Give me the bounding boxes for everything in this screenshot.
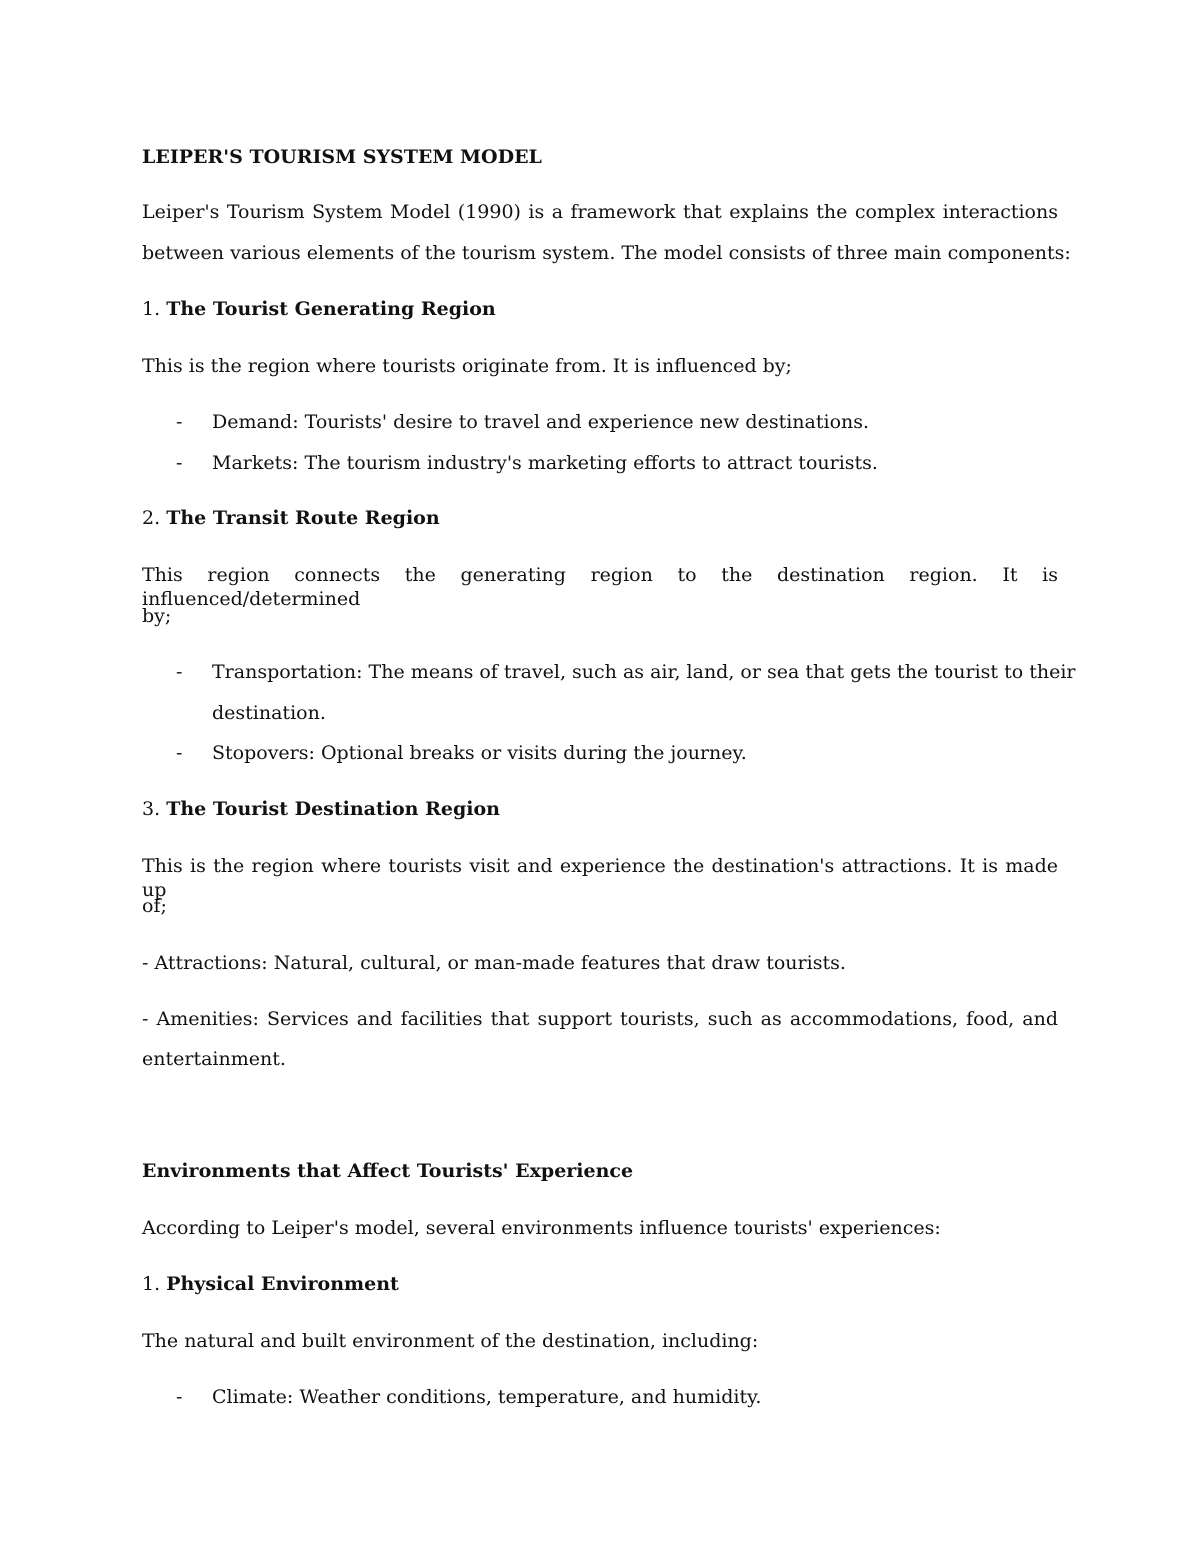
section3-body-line-1: This is the region where tourists visit and experience the destination's attractions. It is made up [142, 855, 1058, 901]
section2-bullet1-text-line-1: Transportation: The means of travel, such as air, land, or sea that gets the tourist to their [212, 661, 1076, 683]
section2-body-line-1: This region connects the generating region to the destination region. It is influenced/determined [142, 564, 1058, 610]
section3-item-attractions: - Attractions: Natural, cultural, or man-made features that draw tourists. [142, 952, 846, 974]
environment1-bullet1-text: Climate: Weather conditions, temperature, and humidity. [212, 1386, 762, 1408]
section1-heading-row [142, 297, 496, 321]
environment1-heading-row [142, 1272, 399, 1296]
section1-bullet1-text: Demand: Tourists' desire to travel and experience new destinations. [212, 411, 870, 433]
section3-item-amenities-line-1: - Amenities: Services and facilities that support tourists, such as accommodations, food, and [142, 1008, 1058, 1030]
section2-bullet1-dash: - [176, 661, 183, 683]
intro-line-2: between various elements of the tourism system. The model consists of three main components: [142, 242, 1071, 264]
section1-body: This is the region where tourists originate from. It is influenced by; [142, 355, 792, 377]
section3-number: 3. [142, 798, 161, 820]
section1-bullet1-dash: - [176, 411, 183, 433]
section3-heading-row [142, 797, 500, 821]
section2-number: 2. [142, 507, 161, 529]
section3-item-amenities-line-2: entertainment. [142, 1048, 286, 1070]
section2-body-line-2: by; [142, 605, 172, 627]
section3-body-line-2: of; [142, 895, 167, 917]
section2-bullet2-dash: - [176, 742, 183, 764]
environment1-bullet1-dash: - [176, 1386, 183, 1408]
intro-line-1: Leiper's Tourism System Model (1990) is a framework that explains the complex interactions [142, 201, 1058, 223]
environment1-heading: Physical Environment [166, 1273, 399, 1295]
section2-bullet2-text: Stopovers: Optional breaks or visits during the journey. [212, 742, 747, 764]
document-title: LEIPER'S TOURISM SYSTEM MODEL [142, 146, 542, 168]
environments-heading: Environments that Affect Tourists' Experience [142, 1160, 634, 1182]
section1-bullet2-dash: - [176, 452, 183, 474]
section1-number: 1. [142, 298, 161, 320]
section2-bullet1-text-line-2: destination. [212, 702, 326, 724]
section1-heading: The Tourist Generating Region [166, 298, 496, 320]
environment1-number: 1. [142, 1273, 161, 1295]
section1-bullet2-text: Markets: The tourism industry's marketing efforts to attract tourists. [212, 452, 878, 474]
section2-heading: The Transit Route Region [166, 507, 440, 529]
environment1-body: The natural and built environment of the destination, including: [142, 1330, 759, 1352]
section2-heading-row [142, 506, 440, 530]
environments-intro: According to Leiper's model, several environments influence tourists' experiences: [142, 1217, 941, 1239]
section3-heading: The Tourist Destination Region [166, 798, 500, 820]
